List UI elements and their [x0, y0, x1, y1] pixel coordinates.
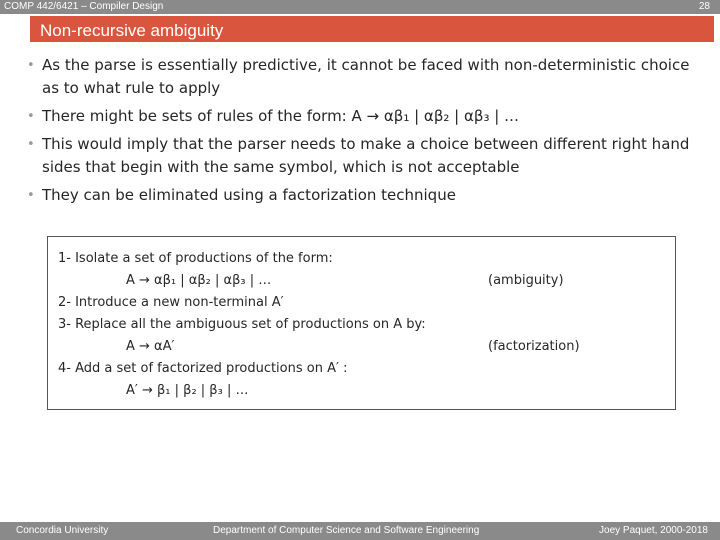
box-production-new: A′ → β₁ | β₂ | β₃ | … — [126, 383, 249, 398]
box-step-4: 4- Add a set of factorized productions on A′ : — [58, 361, 348, 376]
page-number: 28 — [698, 1, 710, 12]
bullet-dot-icon: • — [27, 188, 35, 203]
box-note-ambiguity: (ambiguity) — [488, 273, 564, 288]
bullet-item — [26, 54, 706, 100]
footer-bar — [0, 522, 720, 540]
bullet-dot-icon: • — [27, 137, 35, 152]
bullet-item — [26, 133, 706, 179]
bullet-item — [26, 105, 706, 128]
factorization-box — [47, 236, 676, 410]
box-step-1: 1- Isolate a set of productions of the form: — [58, 251, 333, 266]
box-production-factorized: A → αA′ — [126, 339, 175, 354]
box-step-3: 3- Replace all the ambiguous set of productions on A by: — [58, 317, 426, 332]
title-bar — [0, 14, 720, 44]
box-note-factorization: (factorization) — [488, 339, 580, 354]
bullet-text: There might be sets of rules of the form: A → αβ₁ | αβ₂ | αβ₃ | … — [42, 107, 520, 125]
footer-university: Concordia University — [16, 525, 109, 536]
box-step-2: 2- Introduce a new non-terminal A′ — [58, 295, 284, 310]
title-accent — [30, 16, 714, 42]
header-bar — [0, 0, 720, 14]
box-production-ambiguous: A → αβ₁ | αβ₂ | αβ₃ | … — [126, 273, 272, 288]
bullet-text: As the parse is essentially predictive, it cannot be faced with non-deterministic choice as to what rule to apply — [42, 56, 690, 97]
bullet-dot-icon: • — [27, 109, 35, 124]
course-title: COMP 442/6421 – Compiler Design — [4, 1, 164, 12]
bullet-list — [26, 54, 706, 212]
bullet-text: This would imply that the parser needs to make a choice between different right hand sides that begin with the same symbol, which is not acceptable — [42, 135, 690, 176]
footer-department: Department of Computer Science and Software Engineering — [213, 525, 480, 536]
footer-author: Joey Paquet, 2000-2018 — [599, 525, 708, 536]
bullet-dot-icon: • — [27, 58, 35, 73]
slide-title: Non-recursive ambiguity — [40, 21, 224, 40]
bullet-text: They can be eliminated using a factorization technique — [42, 186, 456, 204]
bullet-item — [26, 184, 706, 207]
